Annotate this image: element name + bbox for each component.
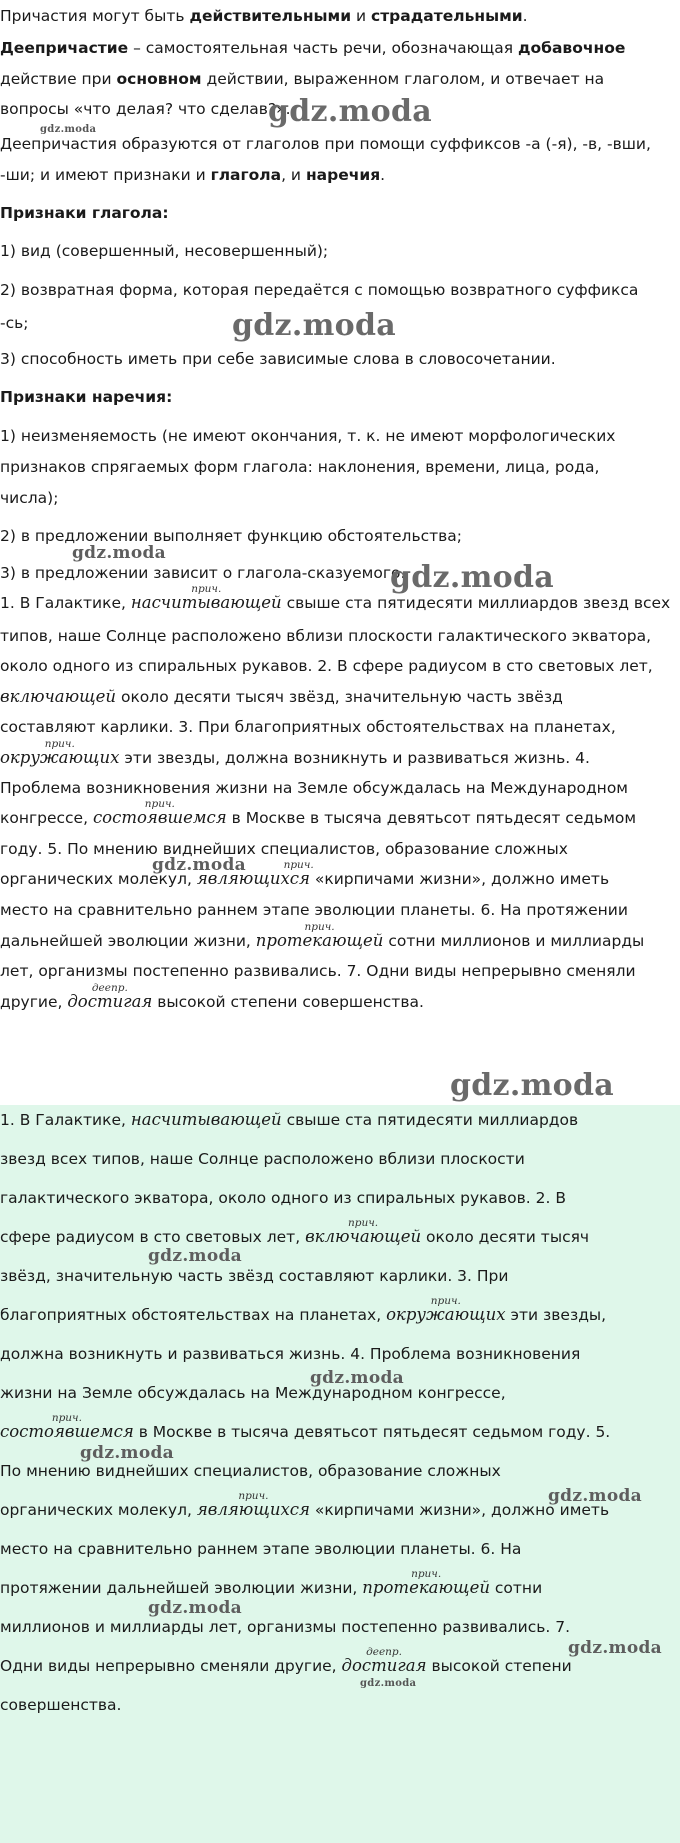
- answer-line: Одни виды непрерывно сменяли другие, деепр. достигая высокой степени: [0, 1656, 672, 1676]
- answer-line: должна возникнуть и развиваться жизнь. 4. Проблема возникновения: [0, 1345, 581, 1363]
- text-line: Проблема возникновения жизни на Земле обсуждалась на Международном: [0, 779, 628, 797]
- text-line: другие, деепр. достигая высокой степени совершенства.: [0, 992, 672, 1012]
- watermark: gdz.moda: [80, 1443, 174, 1463]
- adverb-feature-item: признаков спрягаемых форм глагола: наклонения, времени, лица, рода,: [0, 458, 600, 476]
- adverb-feature-item: числа);: [0, 489, 59, 507]
- participle-word: протекающей: [362, 1578, 490, 1597]
- participle-word: состоявшемся: [0, 1422, 134, 1441]
- gerund-label: деепр.: [91, 982, 128, 994]
- participle-word: насчитывающей: [130, 593, 282, 612]
- participle-word: окружающих: [0, 748, 120, 767]
- watermark: gdz.moda: [360, 1678, 417, 1689]
- watermark: gdz.moda: [148, 1246, 242, 1266]
- adverb-feature-item: 1) неизменяемость (не имеют окончания, т. к. не имеют морфологических: [0, 427, 616, 445]
- text-line: 1. В Галактике, прич. насчитывающей свыше ста пятидесяти миллиардов звезд всех: [0, 593, 672, 613]
- adverb-feature-item: 3) в предложении зависит о глагола-сказуемого.: [0, 564, 406, 582]
- theory-line: вопросы «что делая? что сделав?».: [0, 100, 291, 118]
- theory-line: действие при основном действии, выраженном глаголом, и отвечает на: [0, 70, 605, 88]
- watermark: gdz.moda: [152, 855, 246, 875]
- participle-label: прич.: [348, 1217, 379, 1229]
- verb-features-heading: Признаки глагола:: [0, 204, 169, 222]
- answer-line: звезд всех типов, наше Солнце расположено вблизи плоскости: [0, 1150, 525, 1168]
- verb-feature-item: 2) возвратная форма, которая передаётся с помощью возвратного суффикса: [0, 281, 639, 299]
- watermark: gdz.moda: [232, 308, 397, 343]
- answer-line: жизни на Земле обсуждалась на Международном конгрессе,: [0, 1384, 506, 1402]
- text-line: лет, организмы постепенно развивались. 7. Одни виды непрерывно сменяли: [0, 962, 636, 980]
- answer-line: совершенства.: [0, 1696, 122, 1714]
- participle-label: прич.: [411, 1568, 442, 1580]
- answer-line: миллионов и миллиарды лет, организмы постепенно развивались. 7.: [0, 1618, 571, 1636]
- watermark: gdz.moda: [310, 1368, 404, 1388]
- answer-line: протяжении дальнейшей эволюции жизни, прич. протекающей сотни: [0, 1578, 672, 1598]
- watermark: gdz.moda: [390, 560, 555, 595]
- theory-line: Деепричастие – самостоятельная часть речи, обозначающая добавочное: [0, 39, 626, 57]
- text-line: место на сравнительно раннем этапе эволюции планеты. 6. На протяжении: [0, 901, 628, 919]
- watermark: gdz.moda: [40, 124, 97, 135]
- participle-word: являющихся: [196, 1500, 310, 1519]
- gerund-label: деепр.: [366, 1646, 402, 1658]
- answer-line: прич. состоявшемся в Москве в тысяча девятьсот пятьдесят седьмом году. 5.: [0, 1422, 672, 1442]
- participle-word: протекающей: [255, 931, 384, 950]
- answer-line: сфере радиусом в сто световых лет, прич. включающей около десяти тысяч: [0, 1227, 672, 1247]
- gerund-word: достигая: [67, 992, 153, 1011]
- text-line: конгрессе, прич. состоявшемся в Москве в тысяча девятьсот пятьдесят седьмом: [0, 808, 672, 828]
- participle-label: прич.: [44, 738, 75, 750]
- watermark: gdz.moda: [72, 543, 166, 563]
- text-line: составляют карлики. 3. При благоприятных обстоятельствах на планетах,: [0, 718, 616, 736]
- theory-line: Причастия могут быть действительными и страдательными.: [0, 7, 528, 25]
- answer-line: По мнению виднейших специалистов, образование сложных: [0, 1462, 501, 1480]
- participle-label: прич.: [283, 859, 314, 871]
- participle-word: состоявшемся: [92, 808, 227, 827]
- participle-label: прич.: [51, 1412, 82, 1424]
- participle-label: прич.: [238, 1490, 269, 1502]
- answer-line: органических молекул, прич. являющихся «кирпичами жизни», должно иметь: [0, 1500, 672, 1520]
- verb-feature-item: 3) способность иметь при себе зависимые слова в словосочетании.: [0, 350, 556, 368]
- theory-line: -ши; и имеют признаки и глагола, и наречия.: [0, 166, 386, 184]
- answer-line: 1. В Галактике, насчитывающей свыше ста пятидесяти миллиардов: [0, 1110, 579, 1129]
- watermark: gdz.moda: [450, 1068, 615, 1103]
- text-line: около одного из спиральных рукавов. 2. В сфере радиусом в сто световых лет,: [0, 657, 653, 675]
- answer-line: благоприятных обстоятельствах на планетах, прич. окружающих эти звезды,: [0, 1305, 672, 1325]
- text-line: прич. окружающих эти звезды, должна возникнуть и развиваться жизнь. 4.: [0, 748, 672, 768]
- text-line: включающей около десяти тысяч звёзд, значительную часть звёзд: [0, 687, 563, 706]
- watermark: gdz.moda: [268, 94, 433, 129]
- participle-word: окружающих: [386, 1305, 506, 1324]
- text-line: году. 5. По мнению виднейших специалистов, образование сложных: [0, 840, 568, 858]
- participle-word: включающей: [0, 687, 117, 706]
- theory-line: Деепричастия образуются от глаголов при помощи суффиксов -а (-я), -в, -вши,: [0, 135, 651, 153]
- watermark: gdz.moda: [148, 1598, 242, 1618]
- participle-label: прич.: [304, 921, 335, 933]
- text-line: дальнейшей эволюции жизни, прич. протекающей сотни миллионов и миллиарды: [0, 931, 672, 951]
- answer-line: место на сравнительно раннем этапе эволюции планеты. 6. На: [0, 1540, 522, 1558]
- adverb-features-heading: Признаки наречия:: [0, 388, 173, 406]
- adverb-feature-item: 2) в предложении выполняет функцию обстоятельства;: [0, 527, 463, 545]
- participle-word: насчитывающей: [130, 1110, 282, 1129]
- participle-label: прич.: [144, 798, 175, 810]
- participle-label: прич.: [191, 583, 222, 595]
- watermark: gdz.moda: [568, 1638, 662, 1658]
- verb-feature-item: 1) вид (совершенный, несовершенный);: [0, 242, 329, 260]
- text-line: типов, наше Солнце расположено вблизи плоскости галактического экватора,: [0, 627, 652, 645]
- verb-feature-item: -сь;: [0, 314, 29, 332]
- participle-word: являющихся: [196, 869, 310, 888]
- text-line: органических молекул, прич. являющихся «кирпичами жизни», должно иметь: [0, 869, 672, 889]
- watermark: gdz.moda: [548, 1486, 642, 1506]
- participle-label: прич.: [430, 1295, 461, 1307]
- answer-line: звёзд, значительную часть звёзд составляют карлики. 3. При: [0, 1267, 509, 1285]
- answer-line: галактического экватора, около одного из спиральных рукавов. 2. В: [0, 1189, 566, 1207]
- participle-word: включающей: [305, 1227, 422, 1246]
- gerund-word: достигая: [341, 1656, 427, 1675]
